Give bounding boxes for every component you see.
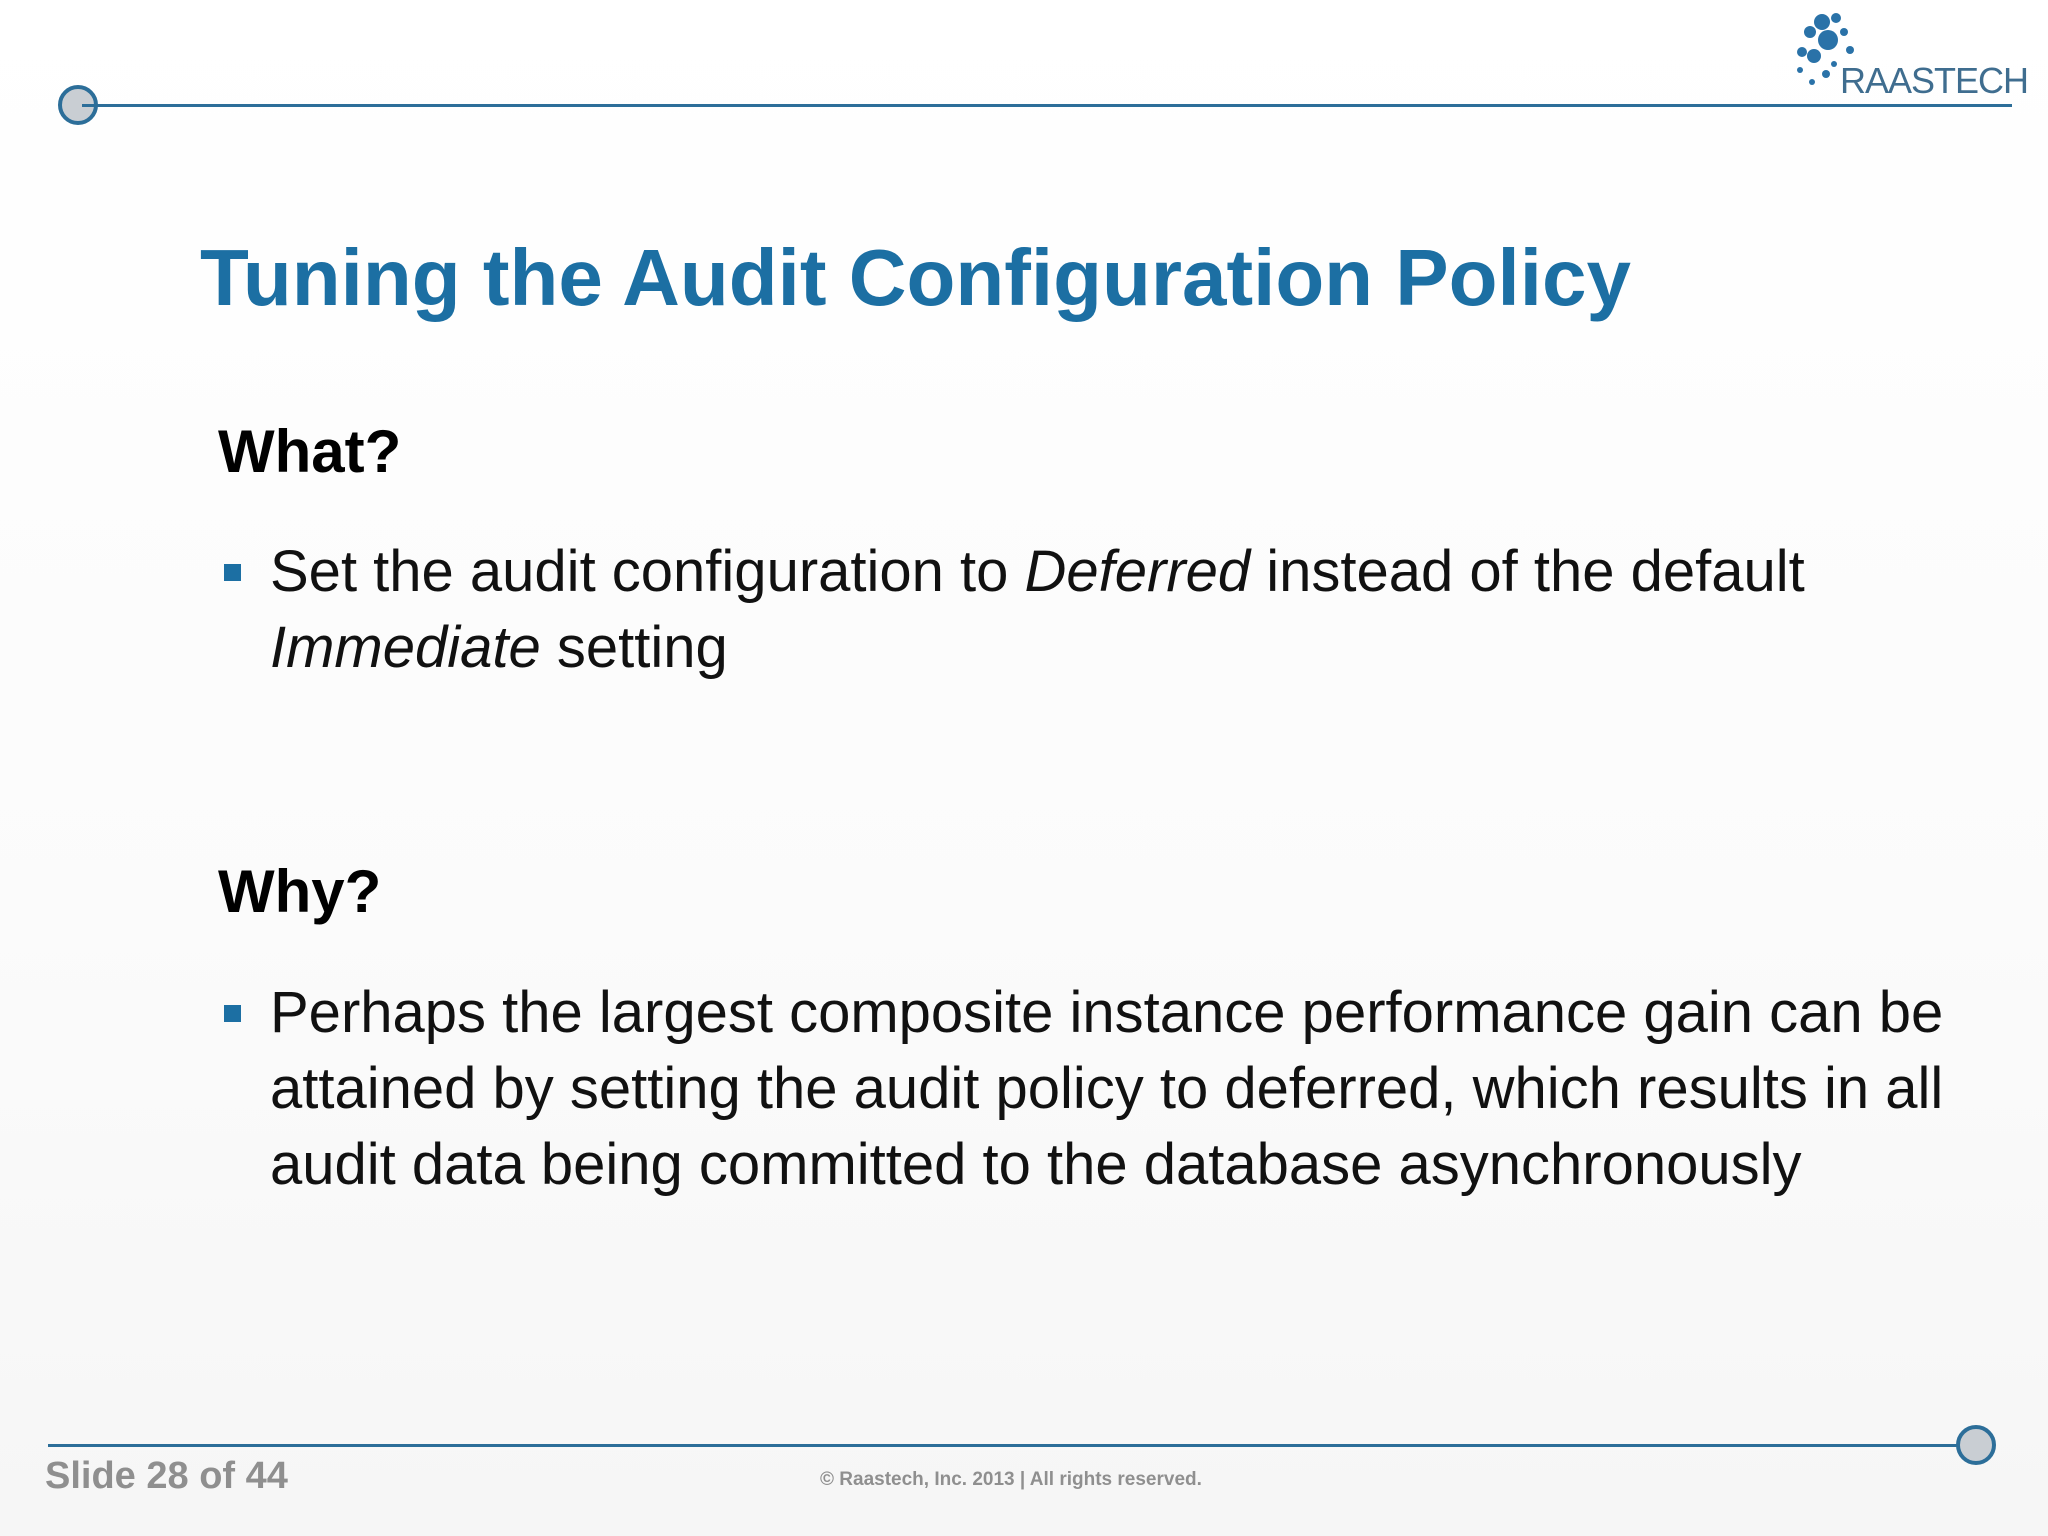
section-heading-what: What?: [218, 418, 402, 485]
slide-title: Tuning the Audit Configuration Policy: [200, 233, 1631, 322]
emphasis-immediate: Immediate: [270, 615, 541, 680]
logo-wordmark: RAASTECH: [1840, 60, 2029, 101]
copyright-notice: © Raastech, Inc. 2013 | All rights reserved.: [820, 1469, 1202, 1490]
square-bullet-icon: [224, 1005, 241, 1022]
bottom-rule-circle: [1956, 1425, 1996, 1465]
square-bullet-icon: [224, 564, 241, 581]
bullet-why: [222, 975, 2022, 1203]
slide-number: Slide 28 of 44: [45, 1455, 288, 1497]
emphasis-deferred: Deferred: [1024, 539, 1251, 604]
bullet-what: [222, 534, 2022, 686]
bottom-rule-line: [48, 1444, 1973, 1447]
bullet-why-text: Perhaps the largest composite instance performance gain can be attained by setting the audit policy to deferred, which results in all audit data being committed to the database asynchronously: [270, 980, 1944, 1197]
section-heading-why: Why?: [218, 858, 382, 925]
raastech-logo: [1790, 10, 2029, 102]
bullet-what-text: Set the audit configuration to Deferred instead of the default Immediate setting: [270, 539, 1805, 680]
top-rule-line: [82, 104, 2012, 107]
